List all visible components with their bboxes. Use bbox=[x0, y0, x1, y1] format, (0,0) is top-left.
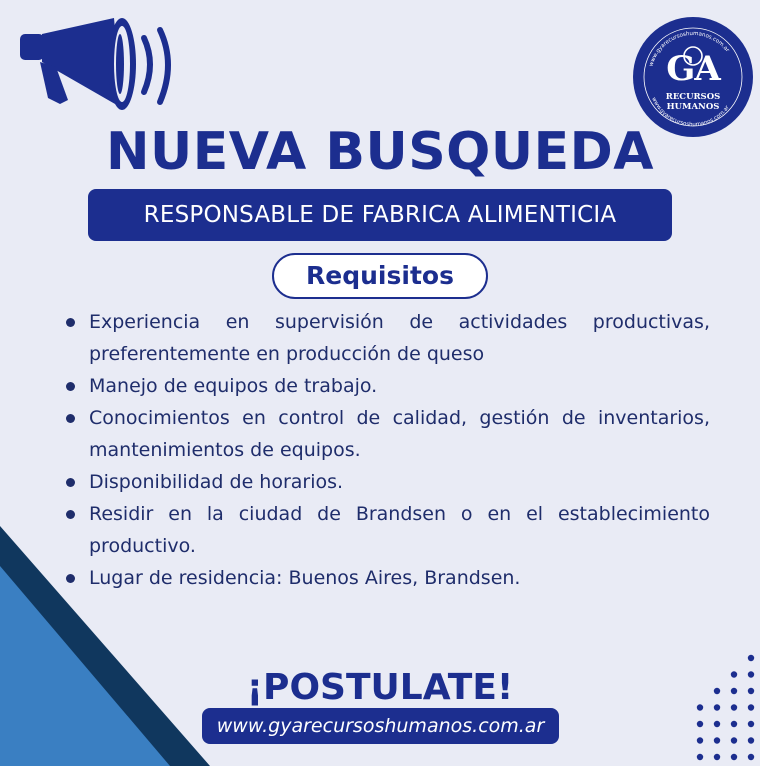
list-item bbox=[64, 370, 710, 402]
requirements-heading: Requisitos bbox=[272, 253, 488, 299]
decorative-dot bbox=[731, 688, 737, 694]
decorative-dot bbox=[748, 655, 754, 661]
decorative-dot bbox=[714, 721, 720, 727]
page-title: NUEVA BUSQUEDA bbox=[106, 122, 654, 182]
requirement-text: Disponibilidad de horarios. bbox=[89, 471, 344, 493]
decorative-dot bbox=[697, 754, 703, 760]
megaphone-icon bbox=[14, 12, 184, 122]
decorative-dot bbox=[748, 671, 754, 677]
decorative-dot bbox=[697, 721, 703, 727]
list-item bbox=[64, 466, 710, 498]
bullet-icon bbox=[66, 510, 75, 519]
list-item bbox=[64, 402, 710, 466]
logo-letters: GA bbox=[666, 49, 720, 89]
decorative-dot bbox=[714, 754, 720, 760]
bullet-icon bbox=[66, 574, 75, 583]
bullet-icon bbox=[66, 414, 75, 423]
bullet-icon bbox=[66, 382, 75, 391]
decorative-dot bbox=[731, 721, 737, 727]
website-link[interactable]: www.gyarecursoshumanos.com.ar bbox=[202, 708, 559, 744]
list-item bbox=[64, 562, 710, 594]
requirement-text: Experiencia en supervisión de actividades productivas, preferentemente en producción de queso bbox=[89, 311, 710, 365]
position-banner: RESPONSABLE DE FABRICA ALIMENTICIA bbox=[88, 189, 672, 241]
requirement-text: Residir en la ciudad de Brandsen o en el establecimiento productivo. bbox=[89, 503, 710, 557]
decorative-dot bbox=[714, 688, 720, 694]
requirement-text: Conocimientos en control de calidad, gestión de inventarios, mantenimientos de equipos. bbox=[89, 407, 710, 461]
decorative-dot bbox=[748, 721, 754, 727]
dot-pattern bbox=[690, 650, 760, 766]
decorative-dot bbox=[748, 688, 754, 694]
decorative-dot bbox=[714, 704, 720, 710]
logo-line-1: RECURSOS bbox=[665, 92, 721, 102]
decorative-dot bbox=[731, 671, 737, 677]
decorative-dot bbox=[697, 704, 703, 710]
logo-ring-text-bottom: www.gyarecursoshumanos.com.ar bbox=[650, 96, 731, 129]
logo-line-2: HUMANOS bbox=[666, 102, 720, 112]
decorative-dot bbox=[748, 704, 754, 710]
decorative-dot bbox=[714, 737, 720, 743]
bullet-icon bbox=[66, 318, 75, 327]
decorative-dot bbox=[731, 754, 737, 760]
apply-call-to-action: ¡POSTULATE! bbox=[246, 667, 514, 708]
requirement-text: Manejo de equipos de trabajo. bbox=[89, 375, 378, 397]
decorative-dot bbox=[731, 737, 737, 743]
decorative-dot bbox=[731, 704, 737, 710]
logo-ring-text-top: www.gyarecursoshumanos.com.ar bbox=[648, 30, 731, 68]
decorative-dot bbox=[748, 754, 754, 760]
requirement-text: Lugar de residencia: Buenos Aires, Brandsen. bbox=[89, 567, 521, 589]
decorative-dot bbox=[748, 737, 754, 743]
list-item bbox=[64, 498, 710, 562]
list-item bbox=[64, 306, 710, 370]
decorative-dot bbox=[697, 737, 703, 743]
requirements-list bbox=[64, 306, 710, 594]
bullet-icon bbox=[66, 478, 75, 487]
